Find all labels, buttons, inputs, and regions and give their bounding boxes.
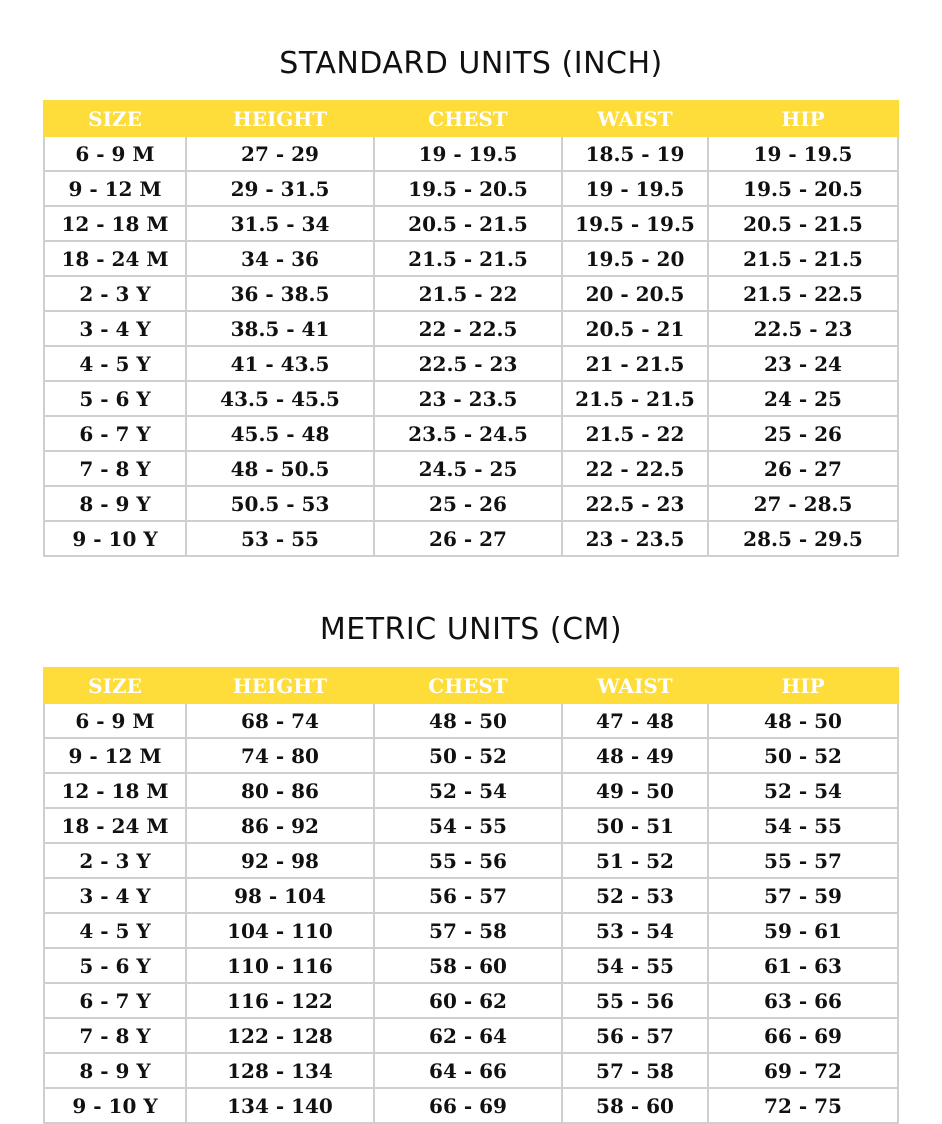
cell-waist: 48 - 49 — [562, 738, 708, 773]
cell-height: 74 - 80 — [186, 738, 374, 773]
table-header-row — [44, 668, 898, 703]
cell-hip: 63 - 66 — [708, 983, 898, 1018]
cell-waist: 51 - 52 — [562, 843, 708, 878]
cell-height: 98 - 104 — [186, 878, 374, 913]
cell-chest: 66 - 69 — [374, 1088, 562, 1123]
cell-chest: 64 - 66 — [374, 1053, 562, 1088]
cell-waist: 22 - 22.5 — [562, 451, 708, 486]
cell-height: 38.5 - 41 — [186, 311, 374, 346]
cell-waist: 21.5 - 22 — [562, 416, 708, 451]
cell-height: 104 - 110 — [186, 913, 374, 948]
cell-size: 7 - 8 Y — [44, 1018, 186, 1053]
header-chest: CHEST — [374, 101, 562, 136]
cell-size: 6 - 9 M — [44, 136, 186, 171]
header-height: HEIGHT — [186, 101, 374, 136]
header-waist: WAIST — [562, 668, 708, 703]
cell-waist: 56 - 57 — [562, 1018, 708, 1053]
cell-height: 86 - 92 — [186, 808, 374, 843]
header-hip: HIP — [708, 101, 898, 136]
cell-size: 2 - 3 Y — [44, 276, 186, 311]
cell-chest: 48 - 50 — [374, 703, 562, 738]
table-row — [44, 843, 898, 878]
cell-chest: 55 - 56 — [374, 843, 562, 878]
cell-waist: 52 - 53 — [562, 878, 708, 913]
header-height: HEIGHT — [186, 668, 374, 703]
cell-height: 31.5 - 34 — [186, 206, 374, 241]
cell-height: 53 - 55 — [186, 521, 374, 556]
cell-waist: 21.5 - 21.5 — [562, 381, 708, 416]
cell-hip: 28.5 - 29.5 — [708, 521, 898, 556]
cell-size: 3 - 4 Y — [44, 878, 186, 913]
cell-size: 5 - 6 Y — [44, 948, 186, 983]
cell-size: 6 - 7 Y — [44, 983, 186, 1018]
cell-chest: 60 - 62 — [374, 983, 562, 1018]
table-row — [44, 486, 898, 521]
table-row — [44, 451, 898, 486]
cell-hip: 22.5 - 23 — [708, 311, 898, 346]
cell-waist: 47 - 48 — [562, 703, 708, 738]
cell-height: 41 - 43.5 — [186, 346, 374, 381]
cell-hip: 61 - 63 — [708, 948, 898, 983]
cell-waist: 49 - 50 — [562, 773, 708, 808]
cell-hip: 57 - 59 — [708, 878, 898, 913]
cell-waist: 22.5 - 23 — [562, 486, 708, 521]
standard-units-title: STANDARD UNITS (INCH) — [279, 46, 663, 81]
cell-chest: 24.5 - 25 — [374, 451, 562, 486]
cell-hip: 21.5 - 22.5 — [708, 276, 898, 311]
cell-chest: 56 - 57 — [374, 878, 562, 913]
cell-chest: 26 - 27 — [374, 521, 562, 556]
cell-size: 2 - 3 Y — [44, 843, 186, 878]
cell-hip: 23 - 24 — [708, 346, 898, 381]
cell-chest: 20.5 - 21.5 — [374, 206, 562, 241]
cell-size: 7 - 8 Y — [44, 451, 186, 486]
cell-waist: 23 - 23.5 — [562, 521, 708, 556]
cell-waist: 19.5 - 19.5 — [562, 206, 708, 241]
cell-chest: 22.5 - 23 — [374, 346, 562, 381]
cell-chest: 62 - 64 — [374, 1018, 562, 1053]
cell-hip: 24 - 25 — [708, 381, 898, 416]
cell-chest: 25 - 26 — [374, 486, 562, 521]
cell-height: 48 - 50.5 — [186, 451, 374, 486]
cell-size: 9 - 12 M — [44, 171, 186, 206]
cell-hip: 20.5 - 21.5 — [708, 206, 898, 241]
cell-waist: 57 - 58 — [562, 1053, 708, 1088]
cell-chest: 19.5 - 20.5 — [374, 171, 562, 206]
table-row — [44, 346, 898, 381]
cell-hip: 25 - 26 — [708, 416, 898, 451]
cell-hip: 52 - 54 — [708, 773, 898, 808]
cell-waist: 20.5 - 21 — [562, 311, 708, 346]
table-row — [44, 703, 898, 738]
cell-size: 4 - 5 Y — [44, 346, 186, 381]
cell-waist: 19.5 - 20 — [562, 241, 708, 276]
cell-height: 68 - 74 — [186, 703, 374, 738]
table-row — [44, 1053, 898, 1088]
cell-height: 128 - 134 — [186, 1053, 374, 1088]
cell-hip: 21.5 - 21.5 — [708, 241, 898, 276]
cell-chest: 54 - 55 — [374, 808, 562, 843]
cell-size: 3 - 4 Y — [44, 311, 186, 346]
cell-height: 122 - 128 — [186, 1018, 374, 1053]
cell-hip: 72 - 75 — [708, 1088, 898, 1123]
cell-chest: 23.5 - 24.5 — [374, 416, 562, 451]
cell-waist: 19 - 19.5 — [562, 171, 708, 206]
cell-size: 6 - 9 M — [44, 703, 186, 738]
table-row — [44, 738, 898, 773]
cell-waist: 21 - 21.5 — [562, 346, 708, 381]
cell-size: 9 - 12 M — [44, 738, 186, 773]
table-row — [44, 1088, 898, 1123]
table-row — [44, 206, 898, 241]
cell-height: 116 - 122 — [186, 983, 374, 1018]
cell-hip: 59 - 61 — [708, 913, 898, 948]
standard-size-table — [43, 100, 899, 557]
cell-waist: 55 - 56 — [562, 983, 708, 1018]
cell-chest: 23 - 23.5 — [374, 381, 562, 416]
cell-size: 4 - 5 Y — [44, 913, 186, 948]
table-row — [44, 1018, 898, 1053]
cell-height: 45.5 - 48 — [186, 416, 374, 451]
cell-hip: 48 - 50 — [708, 703, 898, 738]
header-hip: HIP — [708, 668, 898, 703]
cell-size: 12 - 18 M — [44, 206, 186, 241]
cell-height: 27 - 29 — [186, 136, 374, 171]
cell-waist: 20 - 20.5 — [562, 276, 708, 311]
cell-size: 18 - 24 M — [44, 808, 186, 843]
table-row — [44, 136, 898, 171]
cell-height: 43.5 - 45.5 — [186, 381, 374, 416]
cell-waist: 58 - 60 — [562, 1088, 708, 1123]
cell-height: 29 - 31.5 — [186, 171, 374, 206]
cell-chest: 50 - 52 — [374, 738, 562, 773]
table-header-row — [44, 101, 898, 136]
metric-size-table — [43, 667, 899, 1124]
table-row — [44, 241, 898, 276]
cell-chest: 22 - 22.5 — [374, 311, 562, 346]
table-row — [44, 773, 898, 808]
table-row — [44, 913, 898, 948]
cell-hip: 54 - 55 — [708, 808, 898, 843]
cell-size: 18 - 24 M — [44, 241, 186, 276]
table-row — [44, 311, 898, 346]
cell-height: 34 - 36 — [186, 241, 374, 276]
cell-chest: 21.5 - 21.5 — [374, 241, 562, 276]
cell-size: 8 - 9 Y — [44, 1053, 186, 1088]
table-row — [44, 381, 898, 416]
cell-waist: 54 - 55 — [562, 948, 708, 983]
table-row — [44, 983, 898, 1018]
cell-hip: 69 - 72 — [708, 1053, 898, 1088]
cell-waist: 50 - 51 — [562, 808, 708, 843]
cell-waist: 18.5 - 19 — [562, 136, 708, 171]
table-row — [44, 171, 898, 206]
table-row — [44, 808, 898, 843]
cell-chest: 52 - 54 — [374, 773, 562, 808]
cell-size: 12 - 18 M — [44, 773, 186, 808]
cell-height: 50.5 - 53 — [186, 486, 374, 521]
cell-chest: 57 - 58 — [374, 913, 562, 948]
cell-hip: 55 - 57 — [708, 843, 898, 878]
cell-hip: 50 - 52 — [708, 738, 898, 773]
cell-hip: 27 - 28.5 — [708, 486, 898, 521]
cell-size: 9 - 10 Y — [44, 521, 186, 556]
cell-chest: 58 - 60 — [374, 948, 562, 983]
header-size: SIZE — [44, 668, 186, 703]
cell-waist: 53 - 54 — [562, 913, 708, 948]
cell-hip: 19.5 - 20.5 — [708, 171, 898, 206]
cell-height: 80 - 86 — [186, 773, 374, 808]
cell-hip: 19 - 19.5 — [708, 136, 898, 171]
cell-size: 5 - 6 Y — [44, 381, 186, 416]
cell-height: 92 - 98 — [186, 843, 374, 878]
cell-height: 36 - 38.5 — [186, 276, 374, 311]
cell-height: 110 - 116 — [186, 948, 374, 983]
cell-hip: 26 - 27 — [708, 451, 898, 486]
table-row — [44, 276, 898, 311]
header-waist: WAIST — [562, 101, 708, 136]
cell-height: 134 - 140 — [186, 1088, 374, 1123]
table-row — [44, 948, 898, 983]
cell-size: 6 - 7 Y — [44, 416, 186, 451]
table-row — [44, 878, 898, 913]
table-row — [44, 521, 898, 556]
header-size: SIZE — [44, 101, 186, 136]
table-row — [44, 416, 898, 451]
metric-units-title: METRIC UNITS (CM) — [319, 612, 623, 647]
cell-size: 8 - 9 Y — [44, 486, 186, 521]
cell-chest: 21.5 - 22 — [374, 276, 562, 311]
header-chest: CHEST — [374, 668, 562, 703]
cell-size: 9 - 10 Y — [44, 1088, 186, 1123]
cell-hip: 66 - 69 — [708, 1018, 898, 1053]
cell-chest: 19 - 19.5 — [374, 136, 562, 171]
